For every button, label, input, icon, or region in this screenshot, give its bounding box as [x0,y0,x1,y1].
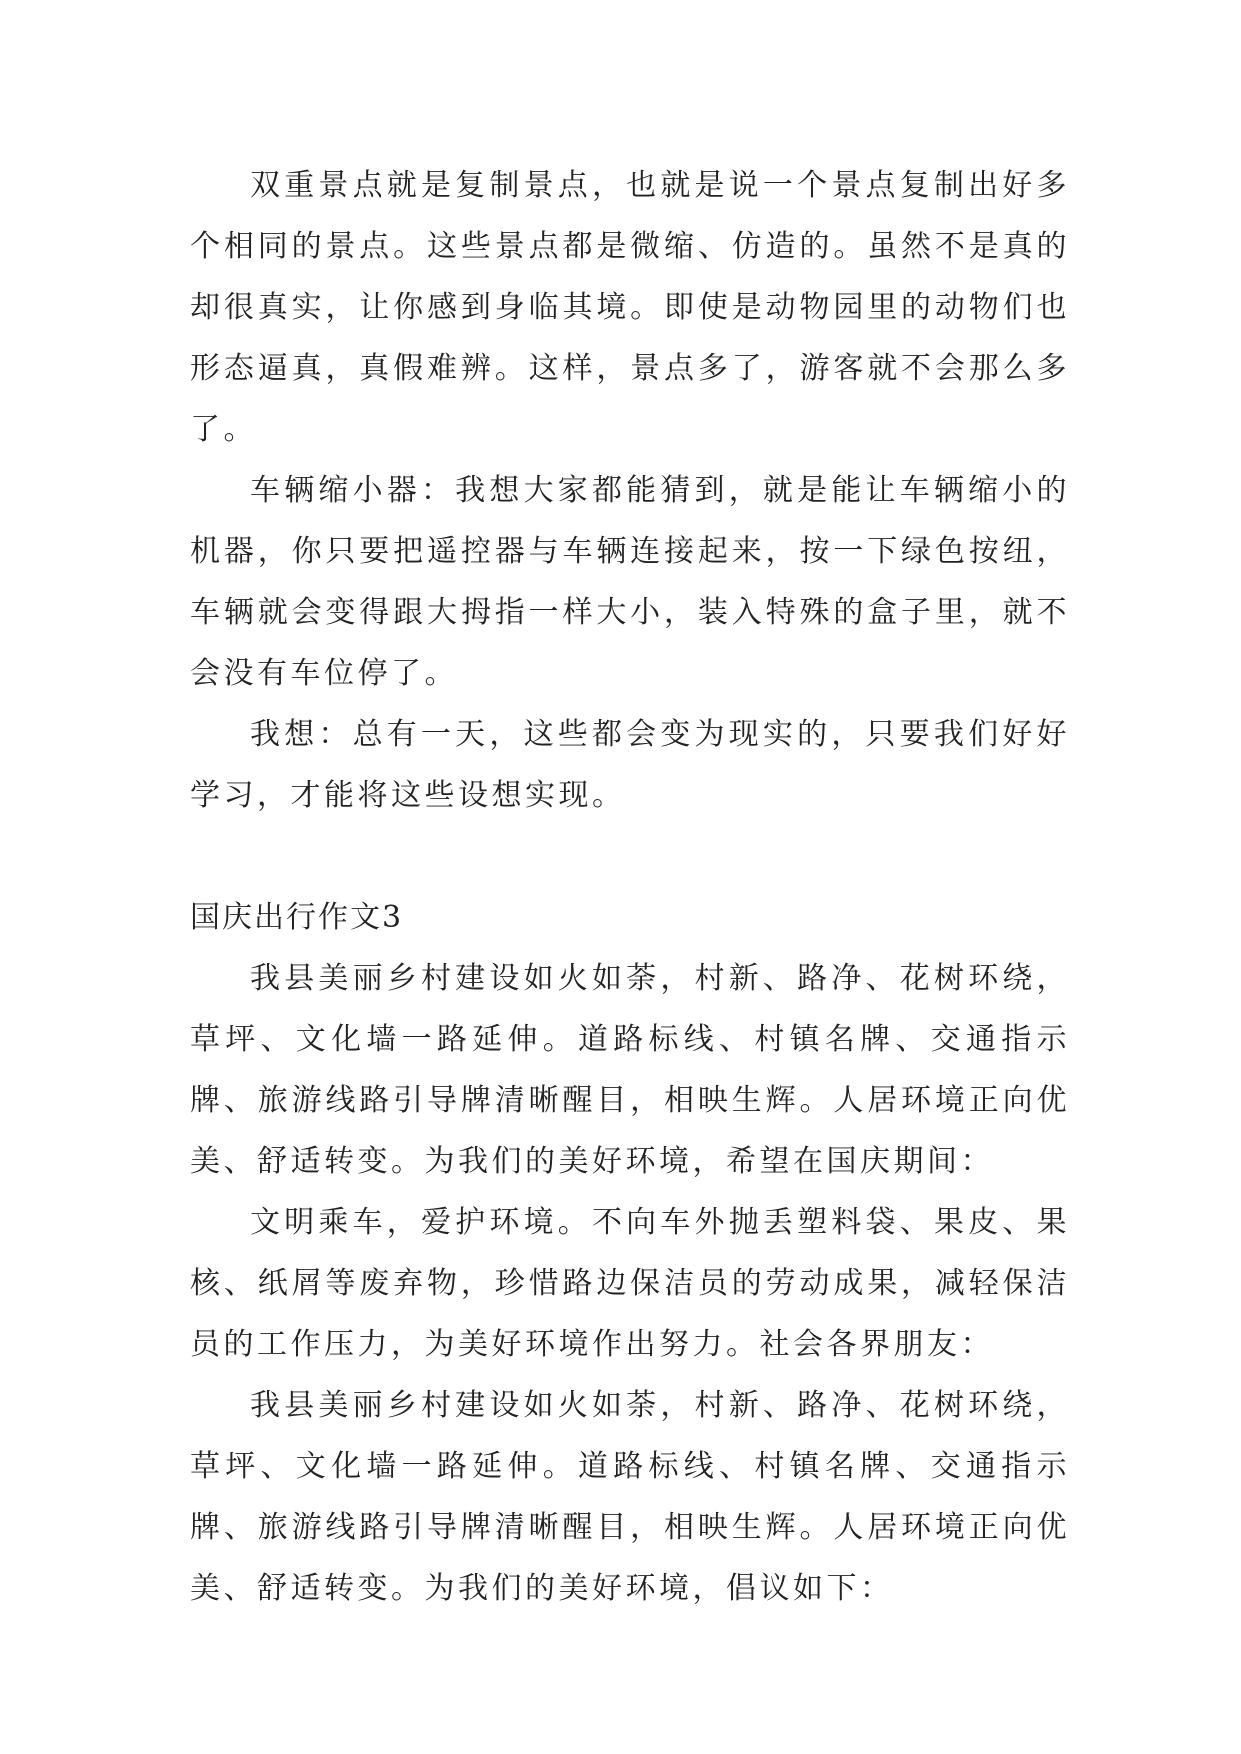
paragraph-duplicate-scenic-spots: 双重景点就是复制景点，也就是说一个景点复制出好多个相同的景点。这些景点都是微缩、仿造的。虽然不是真的却很真实，让你感到身临其境。即使是动物园里的动物们也形态逼真，真假难辨。这样，景点多了，游客就不会那么多了。 [190,168,1070,447]
section-heading: 国庆出行作文3 [190,900,404,935]
paragraph-village-construction-proposal: 我县美丽乡村建设如火如荼，村新、路净、花树环绕，草坪、文化墙一路延伸。道路标线、村镇名牌、交通指示牌、旅游线路引导牌清晰醒目，相映生辉。人居环境正向优美、舒适转变。为我们的美好环境，倡议如下： [190,1388,1070,1606]
paragraph-village-construction: 我县美丽乡村建设如火如荼，村新、路净、花树环绕，草坪、文化墙一路延伸。道路标线、村镇名牌、交通指示牌、旅游线路引导牌清晰醒目，相映生辉。人居环境正向优美、舒适转变。为我们的美好环境，希望在国庆期间： [190,961,1070,1179]
paragraph-civilized-riding: 文明乘车，爱护环境。不向车外抛丢塑料袋、果皮、果核、纸屑等废弃物，珍惜路边保洁员的劳动成果，减轻保洁员的工作压力，为美好环境作出努力。社会各界朋友： [190,1205,1070,1362]
document-body [190,155,1070,1619]
paragraph-vehicle-shrinker: 车辆缩小器：我想大家都能猜到，就是能让车辆缩小的机器，你只要把遥控器与车辆连接起来，按一下绿色按纽，车辆就会变得跟大拇指一样大小，装入特殊的盒子里，就不会没有车位停了。 [190,473,1070,691]
paragraph-conclusion: 我想：总有一天，这些都会变为现实的，只要我们好好学习，才能将这些设想实现。 [190,717,1070,813]
section-spacer [190,826,1070,887]
